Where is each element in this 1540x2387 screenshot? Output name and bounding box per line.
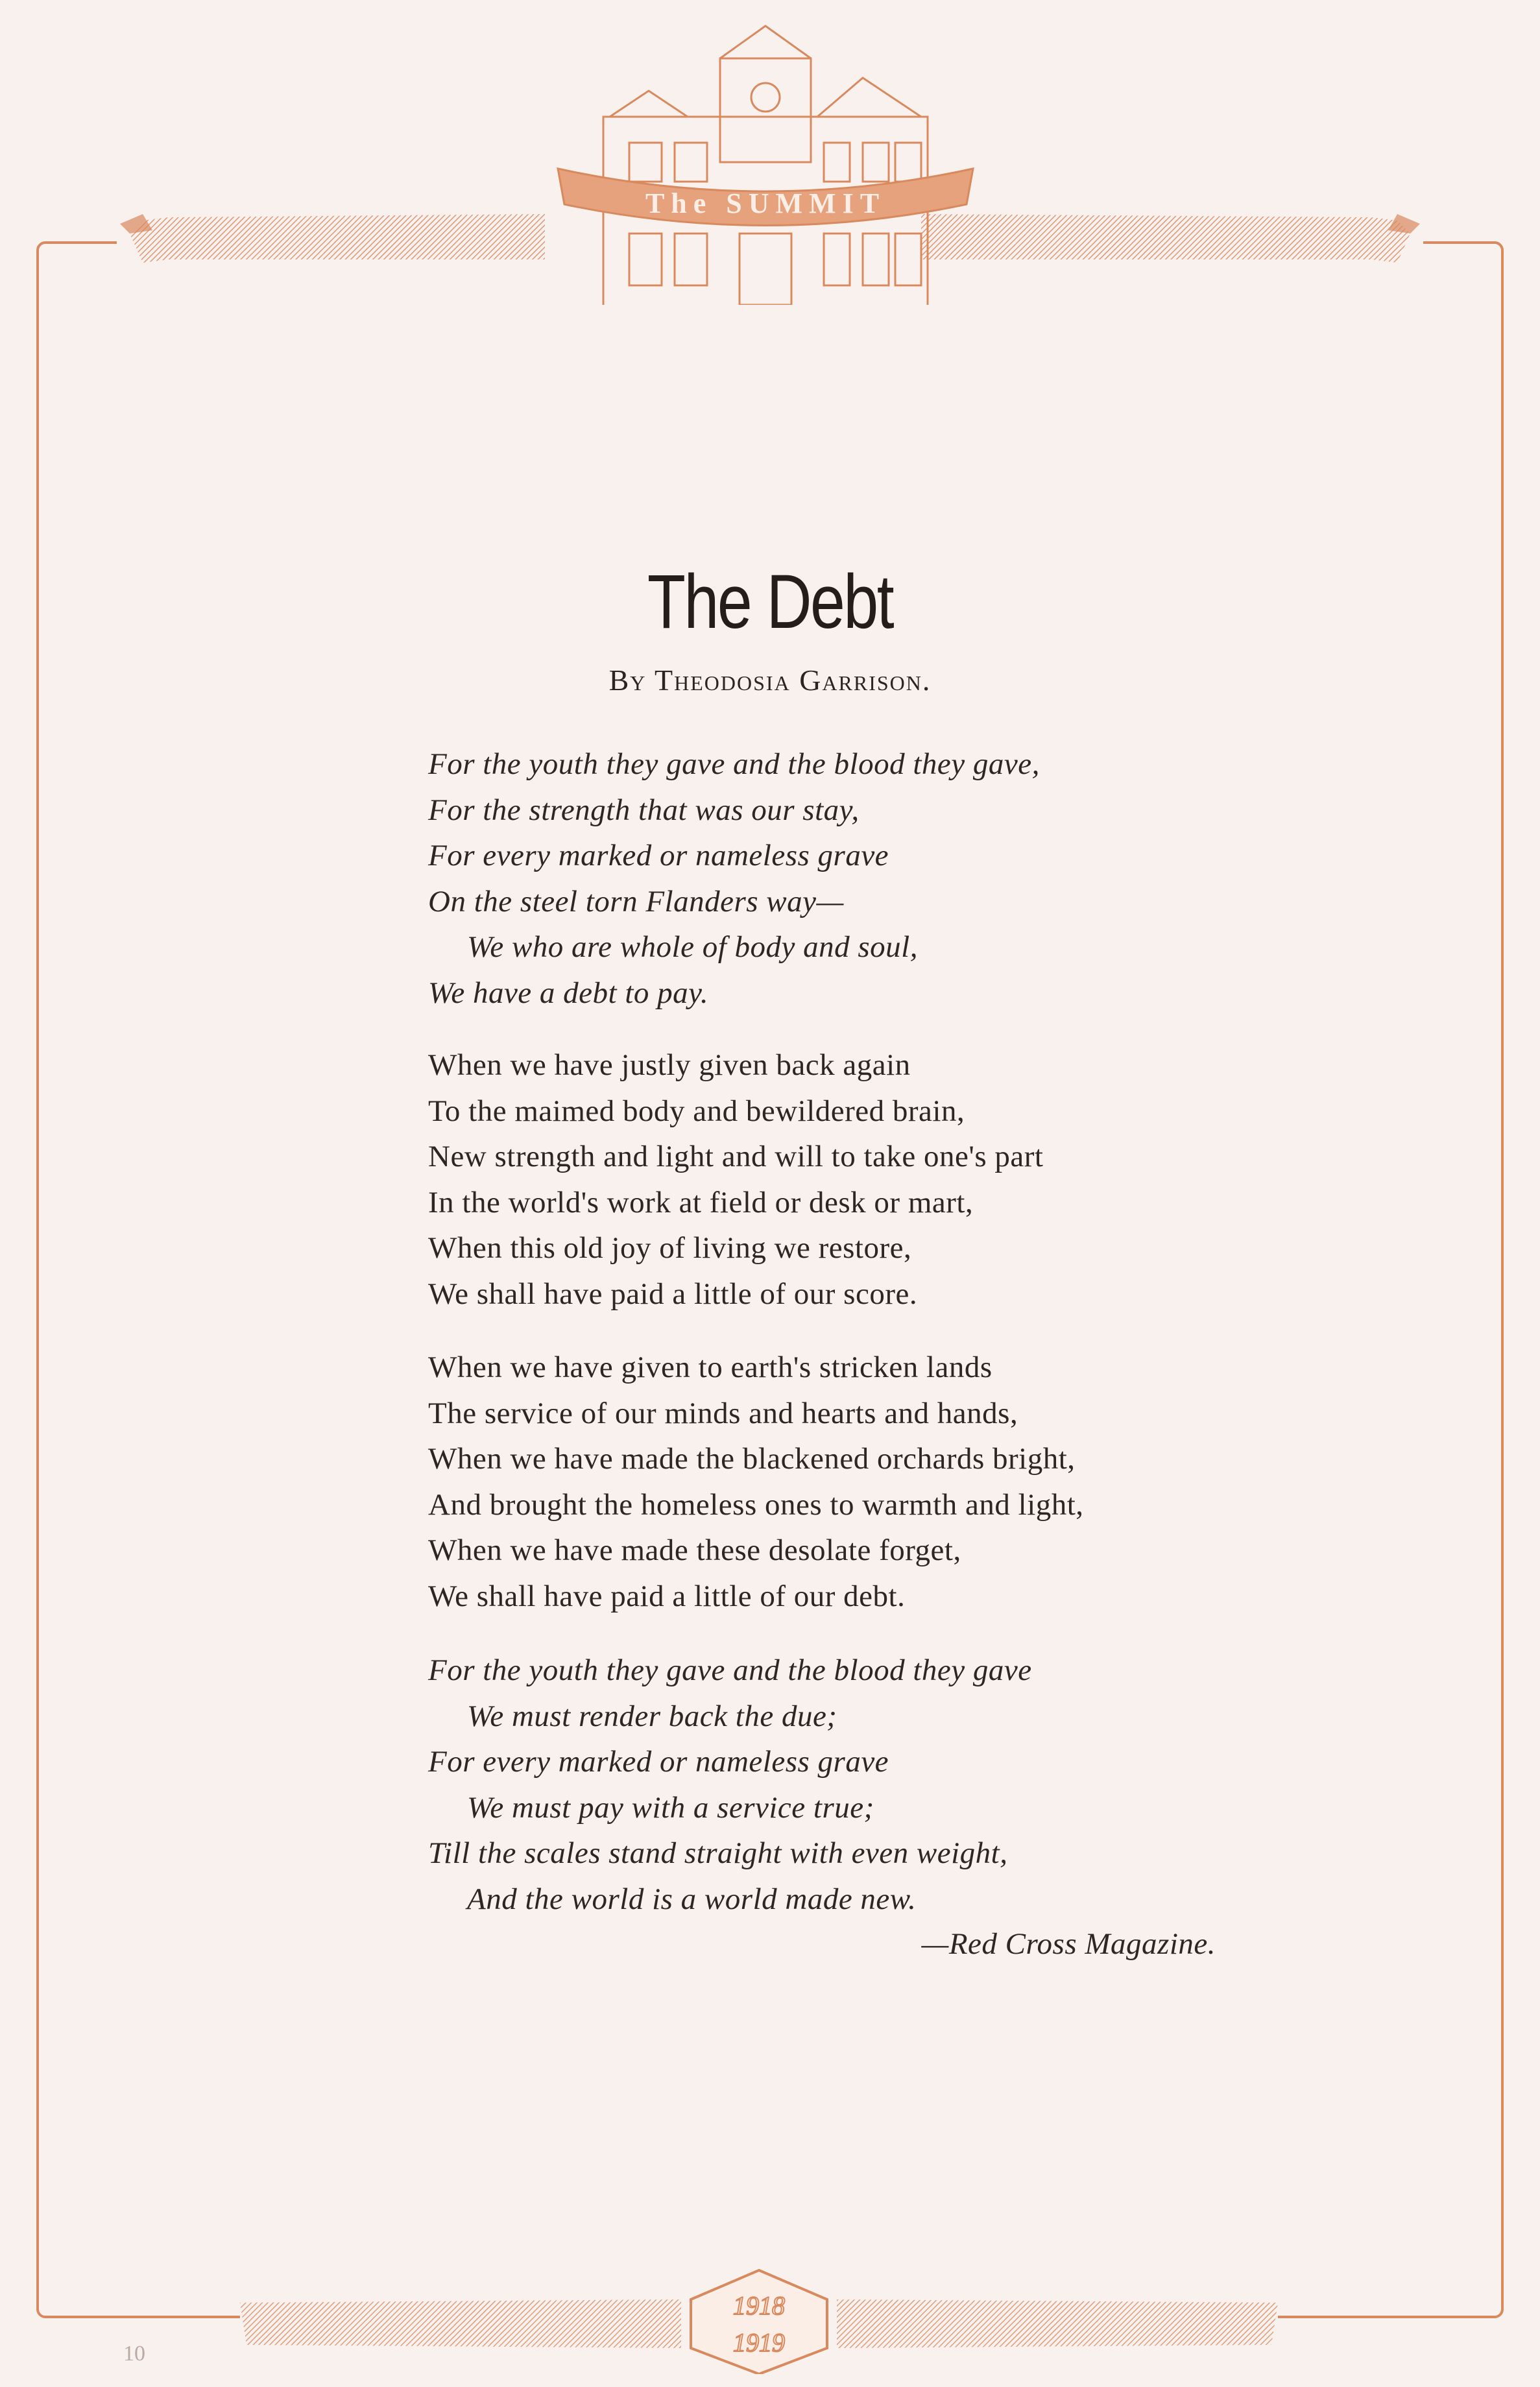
poem-line: New strength and light and will to take one's part bbox=[428, 1140, 1044, 1173]
poem-line: We shall have paid a little of our score. bbox=[428, 1277, 918, 1311]
poem-line: And brought the homeless ones to warmth and light, bbox=[428, 1487, 1084, 1522]
year-footer-ornament bbox=[240, 2264, 1278, 2374]
poem-line: In the world's work at field or desk or mart, bbox=[428, 1185, 974, 1219]
poem-line: For every marked or nameless grave bbox=[428, 839, 889, 872]
poem-line: For every marked or nameless grave bbox=[428, 1745, 889, 1779]
poem-line: The service of our minds and hearts and hands, bbox=[428, 1396, 1018, 1430]
page-number: 10 bbox=[123, 2342, 145, 2366]
poem-line: And the world is a world made new. bbox=[467, 1882, 917, 1916]
poem-line: We must pay with a service true; bbox=[467, 1790, 874, 1825]
poem-attribution: —Red Cross Magazine. bbox=[921, 1927, 1216, 1961]
stanza-4 bbox=[428, 1648, 1310, 1922]
summit-header-ornament bbox=[117, 19, 1423, 305]
poem-title: The Debt bbox=[647, 559, 893, 645]
poem-line: When this old joy of living we restore, bbox=[428, 1231, 912, 1265]
poem-line: Till the scales stand straight with even weight, bbox=[428, 1836, 1008, 1870]
poem-line: When we have given to earth's stricken lands bbox=[428, 1350, 993, 1384]
poem-line: We who are whole of body and soul, bbox=[467, 930, 918, 964]
year-emblem-top: 1918 bbox=[733, 2291, 785, 2320]
poem-line: For the youth they gave and the blood they gave bbox=[428, 1653, 1032, 1687]
stanza-2 bbox=[428, 1042, 1310, 1317]
stanza-1 bbox=[428, 741, 1310, 1016]
stanza-3 bbox=[428, 1345, 1310, 1619]
poem-line: To the maimed body and bewildered brain, bbox=[428, 1094, 965, 1128]
year-emblem-bottom: 1919 bbox=[733, 2328, 785, 2357]
poem-line: For the strength that was our stay, bbox=[428, 793, 860, 827]
poem-line: When we have made the blackened orchards bright, bbox=[428, 1442, 1076, 1476]
poem-line: On the steel torn Flanders way— bbox=[428, 884, 844, 918]
poem-byline: By Theodosia Garrison. bbox=[608, 664, 932, 697]
poem-line: We have a debt to pay. bbox=[428, 976, 709, 1010]
poem-line: When we have made these desolate forget, bbox=[428, 1533, 961, 1567]
poem-line: We shall have paid a little of our debt. bbox=[428, 1579, 906, 1613]
banner-text: The SUMMIT bbox=[645, 187, 886, 219]
poem-line: For the youth they gave and the blood they gave, bbox=[428, 747, 1040, 781]
poem-line: When we have justly given back again bbox=[428, 1048, 911, 1082]
poem-line: We must render back the due; bbox=[467, 1699, 837, 1733]
